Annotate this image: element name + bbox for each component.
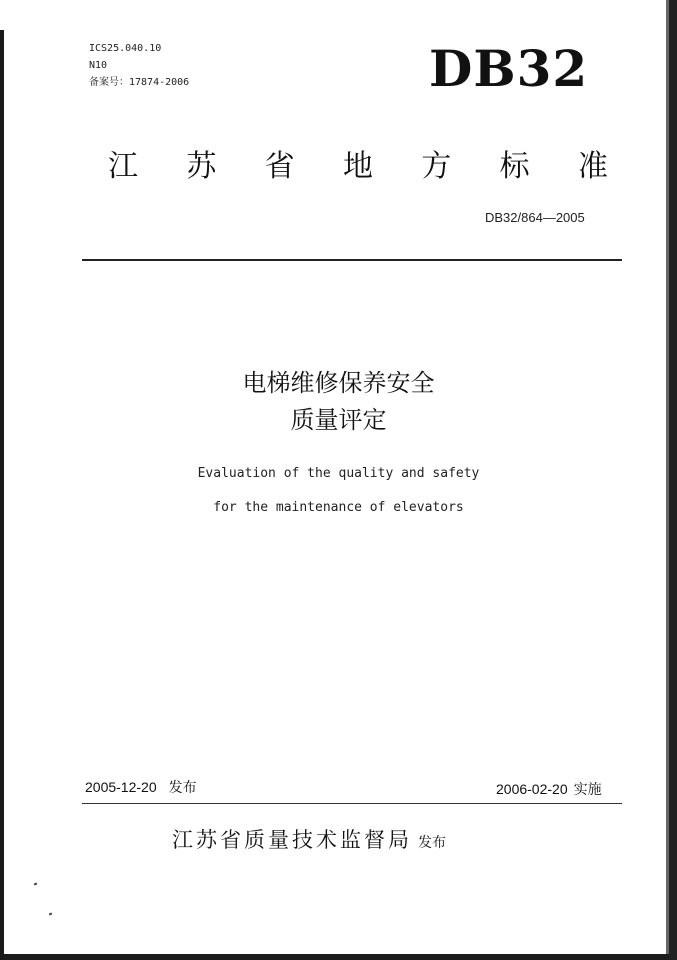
implementation-date-line [496,779,602,799]
standard-logo: DB32 [429,39,589,98]
class-code: N10 [89,60,108,71]
category-char: 省 [264,149,295,184]
ics-code: ICS25.040.10 [89,43,162,54]
scan-speck [34,883,38,886]
title-english-line-1: Evaluation of the quality and safety [197,466,480,481]
title-chinese-line-1: 电梯维修保养安全 [242,369,435,397]
category-char: 江 [108,149,138,184]
category-char: 苏 [186,149,217,184]
publisher-line [172,824,446,854]
issue-date: 2005-12-20 [85,779,157,795]
category-char: 方 [421,149,452,184]
publisher-name: 江苏省质量技术监督局 [172,828,412,852]
standard-number: DB32/864—2005 [485,210,585,225]
category-char: 准 [577,149,608,184]
title-english-line-2: for the maintenance of elevators [213,500,464,515]
publisher-suffix: 发布 [418,835,446,851]
classification-block [89,40,189,91]
footer-rule [82,803,622,804]
standard-category [108,150,608,184]
issue-date-line [85,777,197,797]
filing-number: 备案号：17874-2006 [89,77,190,88]
issue-label: 发布 [168,779,197,795]
category-char: 地 [342,149,373,184]
scan-speck [49,913,53,916]
implementation-date: 2006-02-20 [496,781,568,797]
scan-edge-left [0,30,4,960]
category-char: 标 [499,149,530,184]
scan-edge-bottom [4,954,669,960]
header-rule [82,259,622,261]
implementation-label: 实施 [573,781,602,797]
title-chinese-line-2: 质量评定 [290,406,387,434]
